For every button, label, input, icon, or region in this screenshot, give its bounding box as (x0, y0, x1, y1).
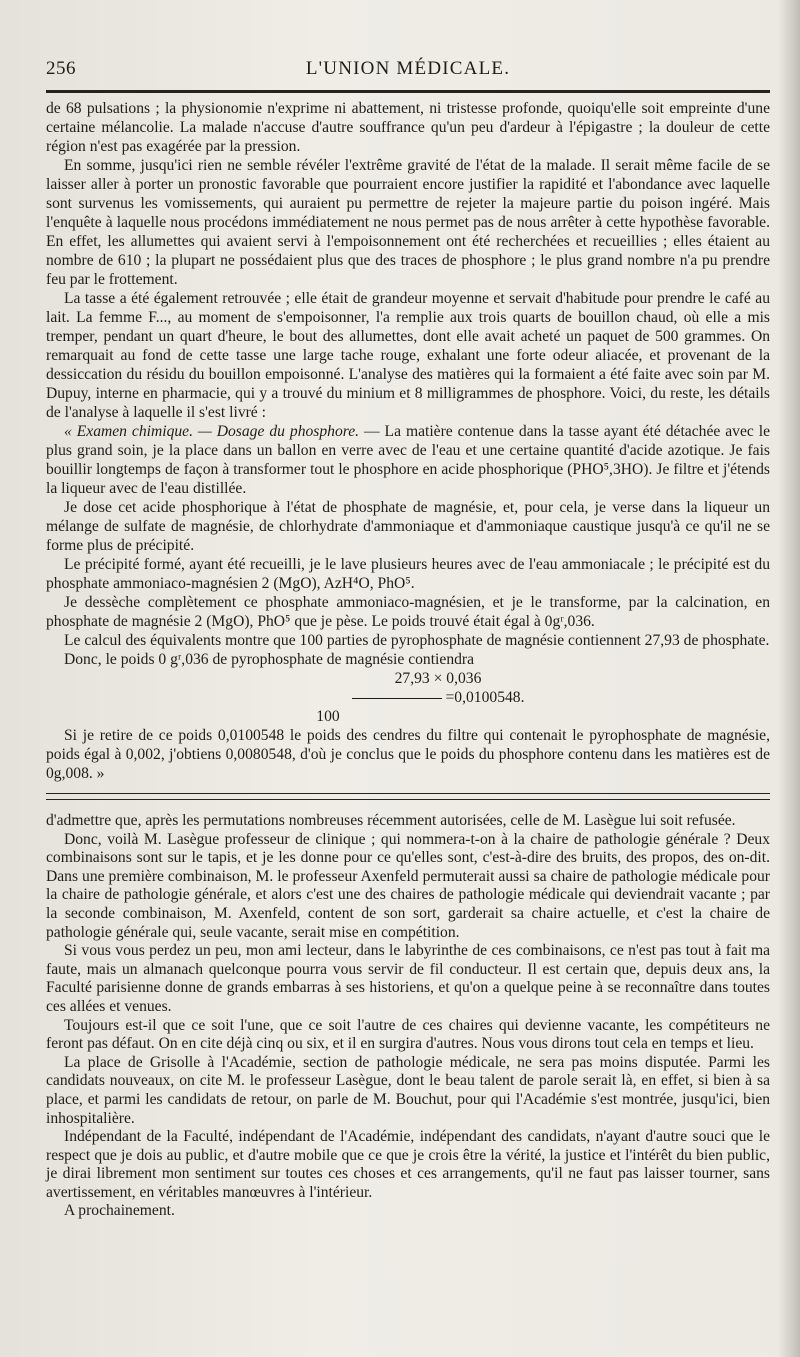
paragraph: Je dose cet acide phosphorique à l'état de phosphate de magnésie, et, pour cela, je verse dans la liqueur un mélange de sulfate de magnésie, de chlorhydrate d'ammoniaque et d'ammoniaque caustique jusqu'à ce qu'il ne se forme plus de précipité. (46, 499, 770, 554)
paragraph: Toujours est-il que ce soit l'une, que ce soit l'autre de ces chaires qui devienne vacante, les compétiteurs ne feront pas défaut. On en cite déjà cinq ou six, et il en surgira d'autres. Nous vous dirons tout cela en temps et lieu. (46, 1016, 770, 1053)
paragraph: Si je retire de ce poids 0,0100548 le poids des cendres du filtre qui contenait le pyrophosphate de magnésie, poids égal à 0,002, j'obtiens 0,0080548, d'où je conclus que le poids du phosphore contenu dans les matières est de 0g,008. » (46, 727, 770, 782)
paragraph: Indépendant de la Faculté, indépendant de l'Académie, indépendant des candidats, n'ayant d'autre souci que le respect que je dois au public, et d'autre mobile que ce que je crois être la vérité, la justice et l'intérêt du bien public, je dirai librement mon sentiment sur toutes ces choses et ces arrangements, qu'il ne faut pas laisser tourner, sans avertissement, en véritables manœuvres à l'intérieur. (46, 1128, 770, 1201)
paragraph: Le précipité formé, ayant été recueilli, je le lave plusieurs heures avec de l'eau ammoniacale ; le précipité est du phosphate ammoniaco-magnésien 2 (MgO), AzH⁴O, PhO⁵. (46, 556, 770, 592)
paragraph: de 68 pulsations ; la physionomie n'exprime ni abattement, ni tristesse profonde, quoiqu'elle soit empreinte d'une certaine mélancolie. La malade n'accuse d'autre souffrance qu'un peu d'ardeur à l'épigastre ; la douleur de cette région n'est pas exagérée par la pression. (46, 100, 770, 155)
paragraph: Donc, le poids 0 gʳ,036 de pyrophosphate de magnésie contiendra (64, 651, 475, 668)
paragraph: La place de Grisolle à l'Académie, section de pathologie médicale, ne sera pas moins disputée. Parmi les candidats nouveaux, on cite M. le professeur Lasègue, dont le beau talent de parole serait là, en effet, si bien à sa place, et parmi les candidats de retour, on parle de M. Bouchut, pour qui l'Académie s'est montrée, jusqu'ici, bien inhospitalière. (46, 1053, 770, 1127)
case-report-section (46, 99, 770, 783)
analysis-text: — La matière contenue dans la tasse ayant été détachée avec le plus grand soin, je la place dans un ballon en verre avec de l'eau et une certaine quantité d'acide azotique. Je fais bouillir longtemps de façon à transformer tout le phosphore en acide phosphorique (PHO⁵,3HO). Je filtre et j'étends la liqueur avec de l'eau distillée. (46, 423, 771, 497)
header-rule (46, 90, 770, 93)
section-divider (46, 793, 770, 800)
paragraph: Si vous vous perdez un peu, mon ami lecteur, dans le labyrinthe de ces combinaisons, ce n'est pas tout à fait ma faute, mais un almanach quelconque pourra vous servir de fil conducteur. Il est certain que, depuis deux ans, la Faculté parisienne donne de grands embarras à ses historiens, et qu'on a quelque peine à se reconnaître dans toutes ces allées et venues. (46, 942, 770, 1015)
paragraph: Le calcul des équivalents montre que 100 parties de pyrophosphate de magnésie contiennent 27,93 de phosphate. (64, 632, 770, 649)
paragraph: La tasse a été également retrouvée ; elle était de grandeur moyenne et servait d'habitude pour prendre le café au lait. La femme F..., au moment de s'empoisonner, l'a remplie aux trois quarts de bouillon chaud, où elle a mis tremper, pendant un quart d'heure, le bout des allumettes, dont elle avait acheté un paquet de 500 grammes. On remarquait au fond de cette tasse une large tache rouge, exhalant une forte odeur aliacée, et provenant de la dessiccation du résidu du bouillon empoisonné. L'analyse des matières qui la formaient a été faite avec soin par M. Dupuy, interne en pharmacie, qui y a trouvé du minium et 8 milligrammes de phosphore. Voici, du reste, les détails de l'analyse à laquelle il s'est livré : (46, 290, 770, 421)
formula-numerator: 27,93 × 0,036 (394, 670, 482, 687)
paragraph: d'admettre que, après les permutations nombreuses récemment autorisées, celle de M. Lasègue lui soit refusée. (46, 812, 736, 829)
journal-title: L'UNION MÉDICALE. (305, 58, 511, 79)
page-number: 256 (46, 58, 76, 79)
analysis-paragraph (46, 422, 770, 498)
page-header (46, 58, 770, 80)
formula-fraction-line (292, 688, 525, 707)
formula-result: =0,0100548. (445, 689, 525, 706)
formula-denominator: 100 (316, 708, 340, 725)
fraction-bar (352, 698, 442, 699)
signoff: A prochainement. (64, 1202, 175, 1220)
calculation-formula (46, 669, 770, 726)
analysis-heading: « Examen chimique. — Dosage du phosphore. (64, 423, 360, 440)
paragraph: Je dessèche complètement ce phosphate ammoniaco-magnésien, et je le transforme, par la calcination, en phosphate de magnésie 2 (MgO), PhO⁵ que je pèse. Le poids trouvé était égal à 0gʳ,036. (46, 594, 770, 630)
paragraph: Donc, voilà M. Lasègue professeur de clinique ; qui nommera-t-on à la chaire de pathologie générale ? Deux combinaisons sont sur le tapis, et je les donne pour ce qu'elles sont, c'est-à-dire des bruits, des propos, des on-dit. Dans une première combinaison, M. le professeur Axenfeld permuterait aussi sa chaire de pathologie médicale pour la chaire de pathologie générale, et alors c'est une des chaires de pathologie médicale qui deviendrait vacante ; par la seconde combinaison, M. Axenfeld, content de son sort, garderait sa chaire actuelle, et c'est la chaire de pathologie générale qui, seule vacante, serait mise en compétition. (46, 830, 770, 941)
chronicle-section (46, 812, 770, 1221)
paragraph: En somme, jusqu'ici rien ne semble révéler l'extrême gravité de l'état de la malade. Il serait même facile de se laisser aller à porter un pronostic favorable que pourraient encore justifier la rapidité et l'abondance avec laquelle sont survenus les vomissements, qui auraient pu permettre de rejeter la majeure partie du poison ingéré. Mais l'enquête à laquelle nous procédons immédiatement ne nous permet pas de nous arrêter à cette hypothèse favorable. En effet, les allumettes qui avaient servi à l'empoisonnement ont été recherchées et recueillies ; elles étaient au nombre de 610 ; la plupart ne possédaient plus que des traces de phosphore ; le plus grand nombre n'a pu prendre feu par le frottement. (46, 157, 770, 288)
